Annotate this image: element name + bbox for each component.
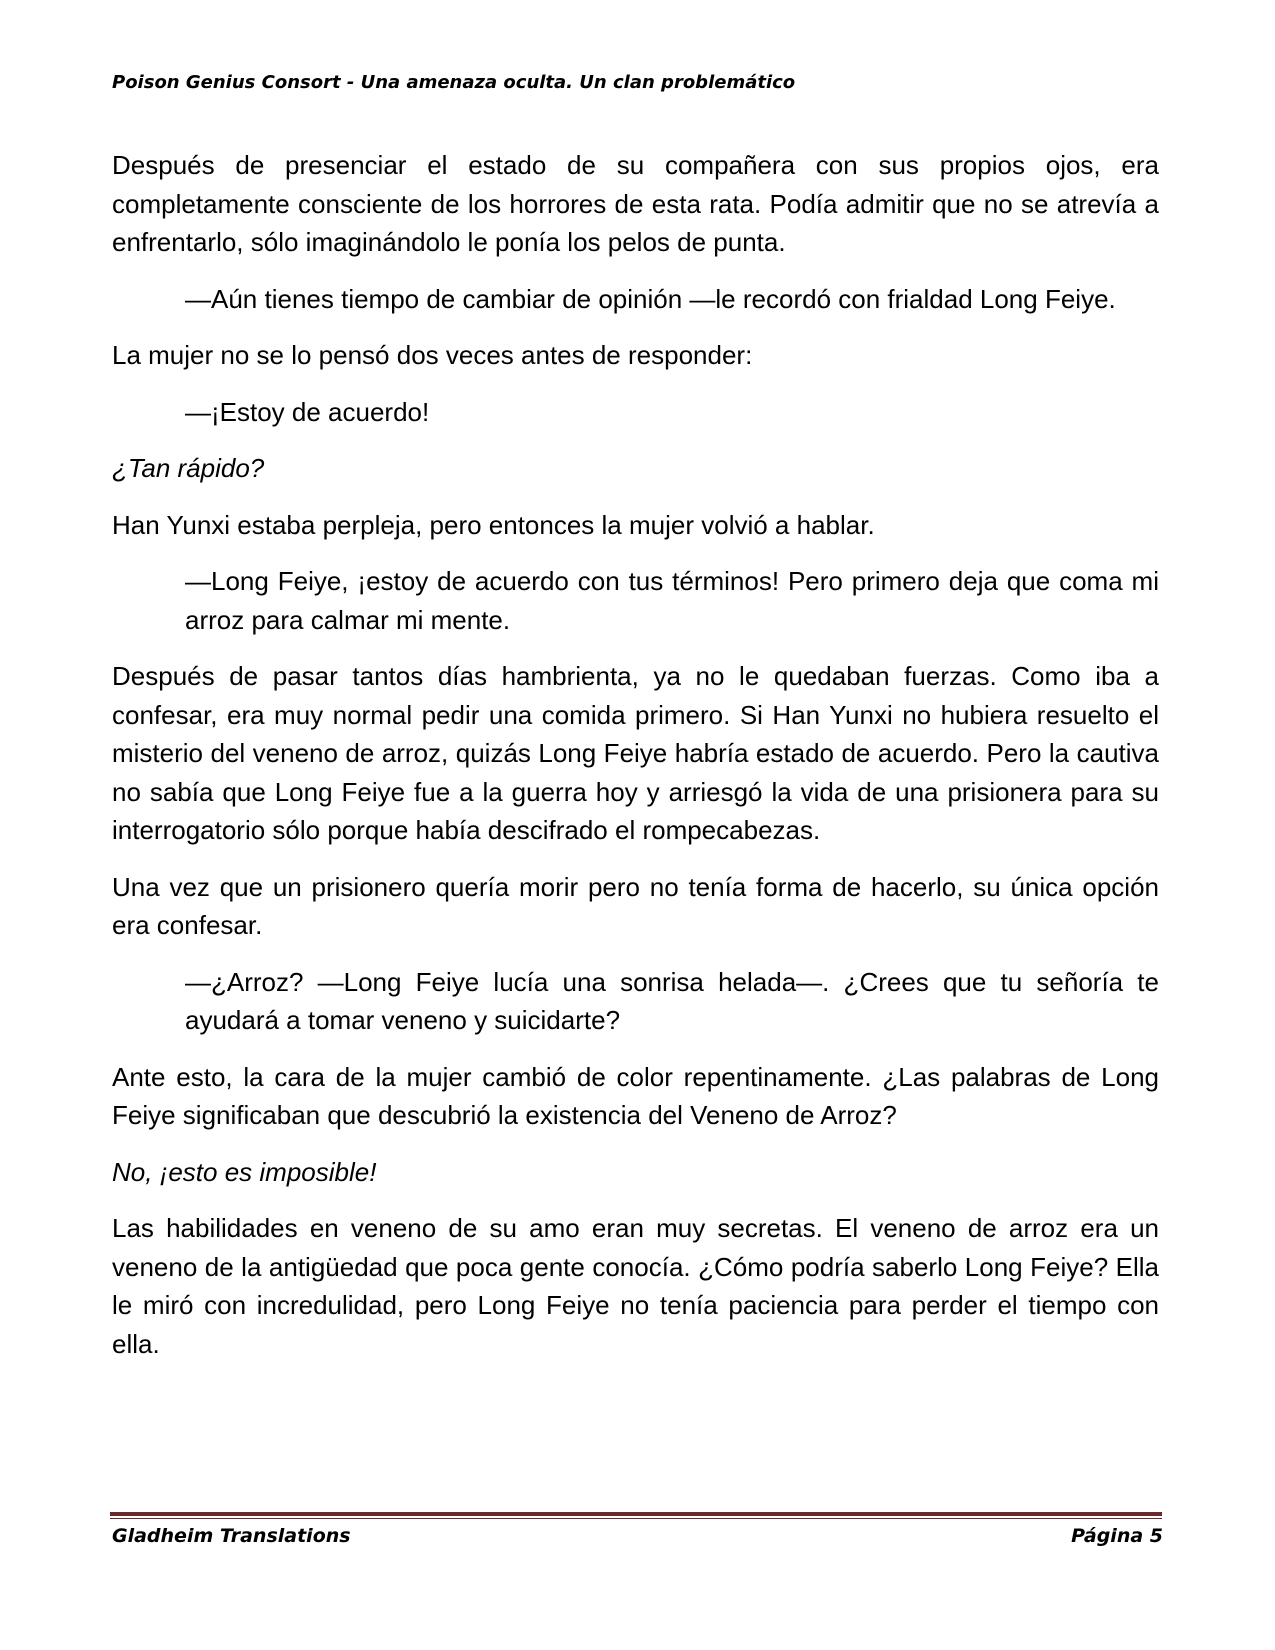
footer-divider-thin [110,1518,1162,1519]
thought-paragraph: ¿Tan rápido? [112,453,265,483]
paragraph: Las habilidades en veneno de su amo eran muy secretas. El veneno de arroz era un veneno de la antigüedad que poca gente conocía. ¿Cómo podría saberlo Long Feiye? Ella le miró con incredulidad, pero Long Feiye no tenía paciencia para perder el tiempo con ella. [112,1213,1159,1359]
dialogue-paragraph: —¡Estoy de acuerdo! [185,396,430,427]
footer-publisher: Gladheim Translations [112,1525,351,1547]
paragraph: Después de presenciar el estado de su compañera con sus propios ojos, era completamente consciente de los horrores de esta rata. Podía admitir que no se atrevía a enfrentarlo, sólo imaginándolo le ponía los pelos de punta. [112,150,1159,257]
paragraph: Han Yunxi estaba perpleja, pero entonces la mujer volvió a hablar. [112,509,875,540]
thought-paragraph: No, ¡esto es imposible! [112,1156,377,1187]
paragraph: Ante esto, la cara de la mujer cambió de color repentinamente. ¿Las palabras de Long Feiye significaban que descubrió la existencia del Veneno de Arroz? [112,1061,1159,1130]
footer-page-number: Página 5 [1071,1525,1163,1547]
dialogue-paragraph: —Long Feiye, ¡estoy de acuerdo con tus términos! Pero primero deja que coma mi arroz para calmar mi mente. [185,566,1159,635]
page-header-title: Poison Genius Consort - Una amenaza oculta. Un clan problemático [112,72,796,93]
paragraph: Una vez que un prisionero quería morir pero no tenía forma de hacerlo, su única opción era confesar. [112,871,1159,940]
document-body [112,146,1159,1381]
paragraph: Después de pasar tantos días hambrienta, ya no le quedaban fuerzas. Como iba a confesar, era muy normal pedir una comida primero. Si Han Yunxi no hubiera resuelto el misterio del veneno de arroz, quizás Long Feiye habría estado de acuerdo. Pero la cautiva no sabía que Long Feiye fue a la guerra hoy y arriesgó la vida de una prisionera para su interrogatorio sólo porque había descifrado el rompecabezas. [112,661,1159,845]
paragraph: La mujer no se lo pensó dos veces antes de responder: [112,340,753,370]
dialogue-paragraph: —¿Arroz? —Long Feiye lucía una sonrisa helada—. ¿Crees que tu señoría te ayudará a tomar veneno y suicidarte? [185,966,1159,1035]
dialogue-paragraph: —Aún tienes tiempo de cambiar de opinión —le recordó con frialdad Long Feiye. [185,283,1116,314]
footer-divider-thick [110,1512,1162,1516]
